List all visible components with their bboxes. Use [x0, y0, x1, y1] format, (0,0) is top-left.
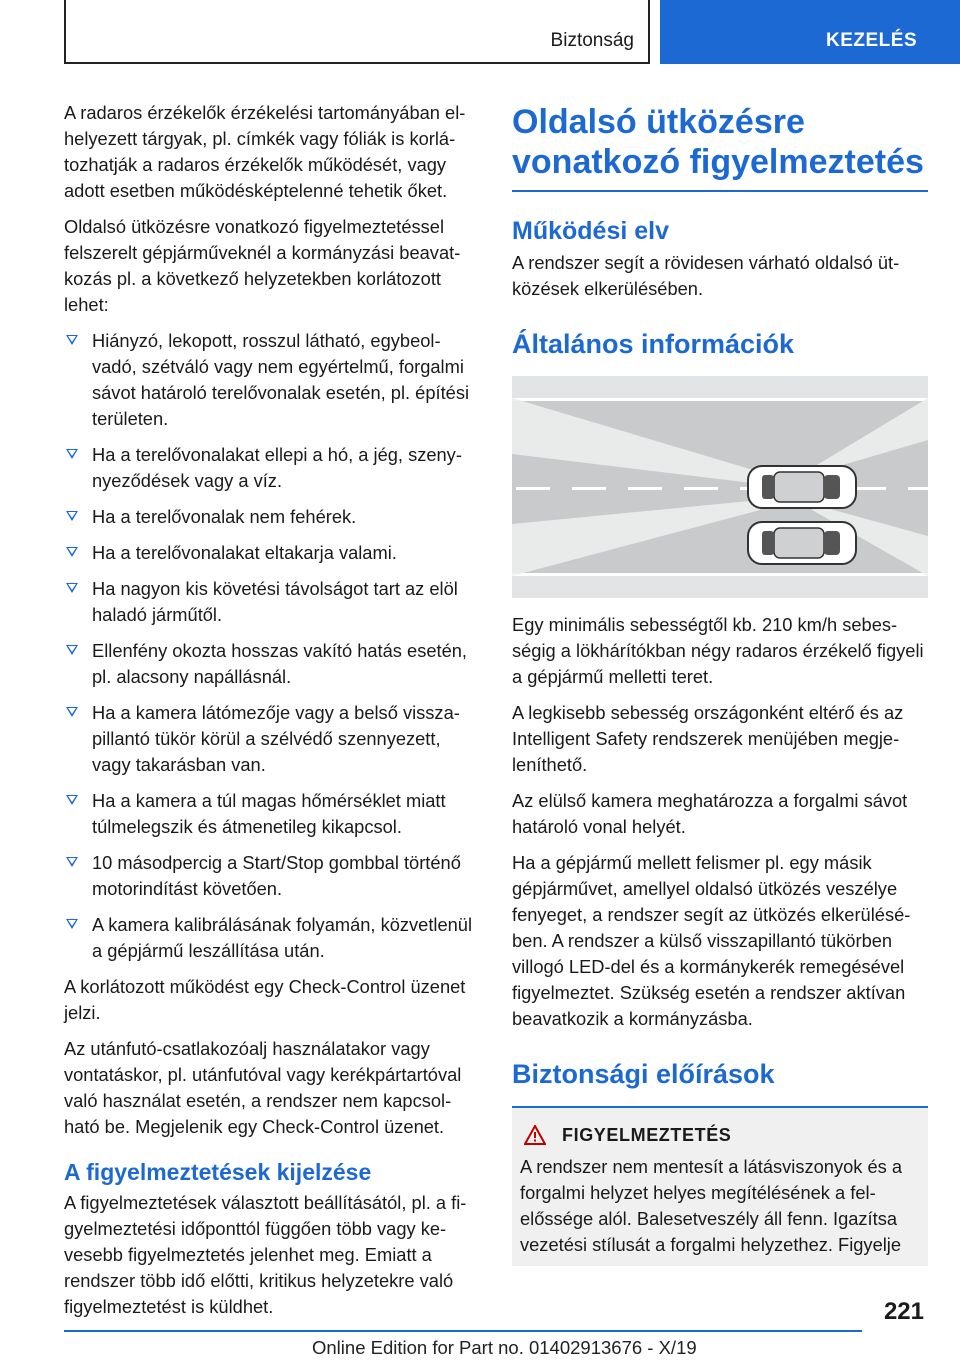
list-item: Ha a terelővonalakat ellepi a hó, a jég, szenynyeződések vagy a víz.: [64, 442, 478, 494]
list-item: Ha nagyon kis követési távolságot tart az elöl haladó járműtől.: [64, 576, 478, 628]
list-item: Ellenfény okozta hosszas vakító hatás esetén, pl. alacsony napállásnál.: [64, 638, 478, 690]
bullet-triangle-icon: [66, 707, 78, 717]
warning-text: A rendszer nem mentesít a látásviszonyok és a forgalmi helyzet helyes megítélésének a felelőssége alól. Balesetveszély áll fenn. Igazítsa vezetési stílusát a forgalmi helyzethez. Figyelje: [520, 1156, 903, 1255]
page-number: 221: [883, 1298, 924, 1325]
section-heading-principle: Működési elv: [512, 217, 669, 245]
bullet-triangle-icon: [66, 335, 78, 345]
bullet-triangle-icon: [66, 645, 78, 655]
section-heading-display: A figyelmeztetések kijelzése: [64, 1159, 372, 1185]
list-item: 10 másodpercig a Start/Stop gombbal történő motorindítást követően.: [64, 850, 478, 902]
footer-divider: [64, 1330, 862, 1332]
radar-coverage-diagram: [512, 376, 928, 598]
header-section-box: [64, 0, 650, 64]
bullet-triangle-icon: [66, 857, 78, 867]
list-item: A kamera kalibrálásának folyamán, közvetlenül a gépjármű leszállítása után.: [64, 912, 478, 964]
paragraph: Az utánfutó-csatlakozóalj használatakor vagy vontatáskor, pl. utánfutóval vagy kerékpártartóval való használat esetén, a rendszer nem kapcsolható be. Megjelenik egy Check-Control üzenet.: [64, 1038, 462, 1137]
list-item: Ha a kamera a túl magas hőmérséklet miatt túlmelegszik és átmenetileg kikapcsol.: [64, 788, 478, 840]
page-title: Oldalsó ütközésre vonatkozó figyelmeztetés: [512, 102, 928, 192]
bullet-triangle-icon: [66, 919, 78, 929]
header-section-label: Biztonság: [550, 30, 634, 51]
paragraph: Oldalsó ütközésre vonatkozó figyelmeztetéssel felszerelt gépjárműveknél a kormányzási beavatkozás pl. a következő helyzetekben korlátozott lehet:: [64, 216, 461, 315]
car-icon: [748, 522, 856, 564]
section-heading-safety: Biztonsági előírások: [512, 1059, 775, 1089]
chapter-tab-label: KEZELÉS: [826, 30, 918, 51]
chapter-tab[interactable]: [660, 0, 960, 64]
warning-header: [524, 1122, 920, 1148]
list-item: Ha a terelővonalakat eltakarja valami.: [64, 540, 478, 566]
bullet-triangle-icon: [66, 511, 78, 521]
right-column: [512, 100, 928, 1266]
paragraph: Ha a gépjármű mellett felismer pl. egy másik gépjárművet, amellyel oldalsó ütközés veszélye fenyeget, a rendszer segít az ütközés elkerülésében. A rendszer a külső visszapillantó tükörben villogó LED-del és a kormánykerék remegésével figyelmeztet. Szükség esetén a rendszer aktívan beavatkozik a kormányzásba.: [512, 852, 911, 1029]
warning-box: [512, 1106, 928, 1266]
warning-title: FIGYELMEZTETÉS: [562, 1125, 732, 1145]
paragraph: A figyelmeztetések választott beállításától, pl. a figyelmeztetési időponttól függően több vagy kevesebb figyelmeztetés jelenhet meg. Emiatt a rendszer több idő előtti, kritikus helyzetekre való figyelmeztetést is küldhet.: [64, 1192, 467, 1317]
warning-triangle-icon: [524, 1125, 546, 1145]
left-column: [64, 100, 478, 1330]
list-item: Ha a terelővonalak nem fehérek.: [64, 504, 478, 530]
header-divider: [64, 0, 66, 64]
car-icon: [748, 466, 856, 508]
limitations-list: [64, 328, 478, 964]
list-item: Hiányzó, lekopott, rosszul látható, egybeolvadó, szétváló vagy nem egyértelmű, forgalmi sávot határoló terelővonalak esetén, pl. építési területen.: [64, 328, 478, 432]
bullet-triangle-icon: [66, 547, 78, 557]
paragraph: A legkisebb sebesség országonként eltérő és az Intelligent Safety rendszerek menüjében megjeleníthető.: [512, 702, 904, 775]
paragraph: A korlátozott működést egy Check-Control üzenet jelzi.: [64, 976, 466, 1023]
paragraph: A rendszer segít a rövidesen várható oldalsó ütközések elkerülésében.: [512, 252, 900, 299]
list-item: Ha a kamera látómezője vagy a belső visszapillantó tükör körül a szélvédő szennyezett, vagy takarásban van.: [64, 700, 478, 778]
section-heading-general: Általános információk: [512, 329, 795, 359]
paragraph: Az elülső kamera meghatározza a forgalmi sávot határoló vonal helyét.: [512, 790, 908, 837]
bullet-triangle-icon: [66, 795, 78, 805]
bullet-triangle-icon: [66, 583, 78, 593]
paragraph: A radaros érzékelők érzékelési tartományában elhelyezett tárgyak, pl. címkék vagy fóliák is korlátozhatják a radaros érzékelők működését, vagy adott esetben működésképtelenné tehetik őket.: [64, 102, 466, 201]
bullet-triangle-icon: [66, 449, 78, 459]
paragraph: Egy minimális sebességtől kb. 210 km/h sebességig a lökhárítókban négy radaros érzékelő figyeli a gépjármű melletti teret.: [512, 614, 924, 687]
edition-note: Online Edition for Part no. 01402913676 - X/19: [312, 1337, 697, 1358]
